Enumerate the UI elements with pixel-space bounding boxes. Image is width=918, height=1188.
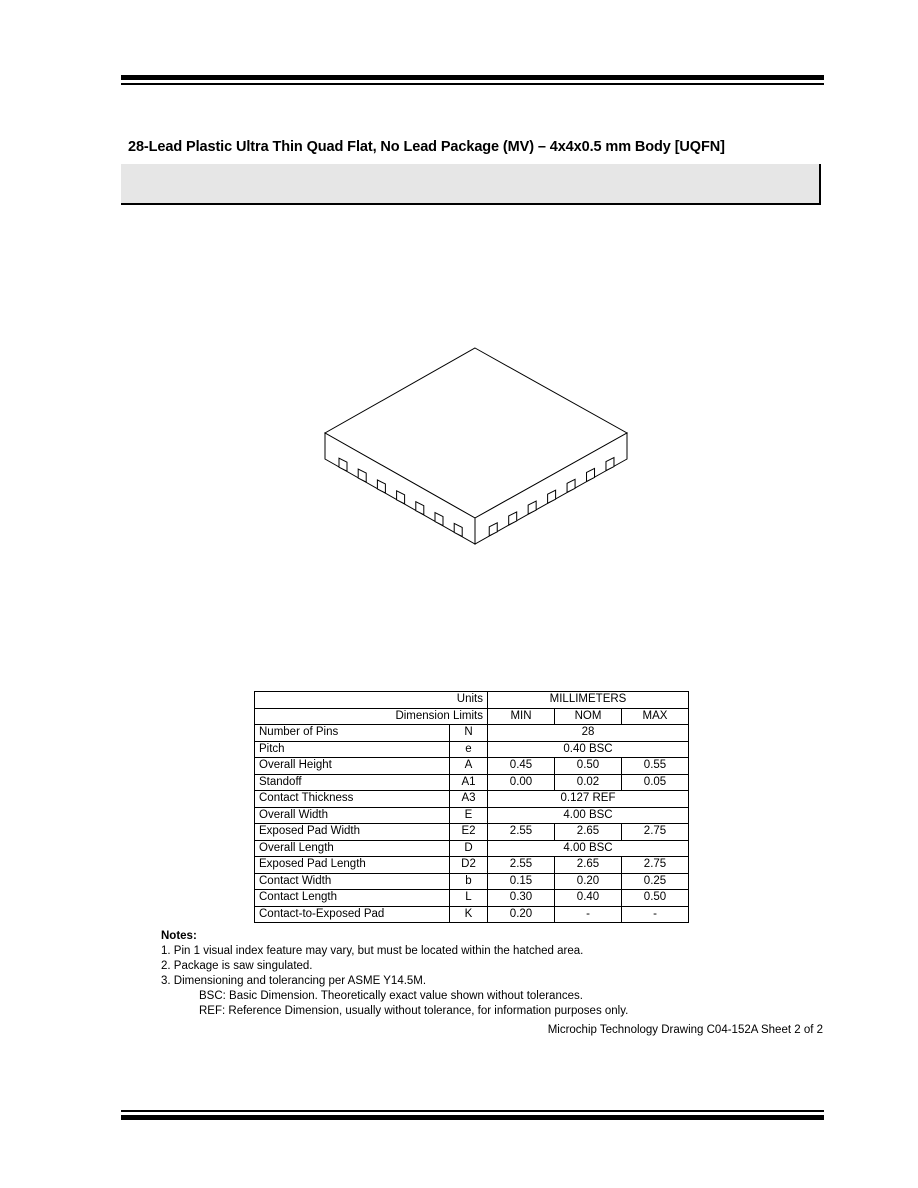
units-label: Units bbox=[255, 692, 488, 709]
drawing-reference: Microchip Technology Drawing C04-152A Sheet 2 of 2 bbox=[547, 1024, 823, 1036]
row-symbol: K bbox=[450, 906, 488, 923]
row-nom: 0.40 bbox=[555, 890, 622, 907]
table-row bbox=[255, 873, 689, 890]
package-top-face bbox=[325, 348, 627, 518]
row-max: - bbox=[622, 906, 689, 923]
notes-heading: Notes: bbox=[161, 930, 197, 942]
row-symbol: N bbox=[450, 725, 488, 742]
row-label: Contact Length bbox=[255, 890, 450, 907]
row-nom: 0.02 bbox=[555, 774, 622, 791]
row-min: 0.20 bbox=[488, 906, 555, 923]
row-value: 0.40 BSC bbox=[488, 741, 689, 758]
notes-block bbox=[161, 929, 628, 1019]
note-bsc: BSC: Basic Dimension. Theoretically exact value shown without tolerances. bbox=[199, 990, 583, 1002]
row-label: Exposed Pad Width bbox=[255, 824, 450, 841]
row-label: Overall Height bbox=[255, 758, 450, 775]
note-1: 1. Pin 1 visual index feature may vary, but must be located within the hatched area. bbox=[161, 945, 584, 957]
table-row bbox=[255, 857, 689, 874]
row-max: 0.55 bbox=[622, 758, 689, 775]
row-symbol: A bbox=[450, 758, 488, 775]
row-nom: - bbox=[555, 906, 622, 923]
row-min: 2.55 bbox=[488, 857, 555, 874]
table-row bbox=[255, 774, 689, 791]
row-label: Contact Width bbox=[255, 873, 450, 890]
row-label: Contact Thickness bbox=[255, 791, 450, 808]
table-header-limits bbox=[255, 708, 689, 725]
table-row bbox=[255, 906, 689, 923]
table-row bbox=[255, 840, 689, 857]
row-label: Pitch bbox=[255, 741, 450, 758]
col-max: MAX bbox=[622, 708, 689, 725]
package-illustration bbox=[318, 340, 638, 550]
row-max: 0.50 bbox=[622, 890, 689, 907]
row-max: 2.75 bbox=[622, 857, 689, 874]
row-max: 0.05 bbox=[622, 774, 689, 791]
row-symbol: A1 bbox=[450, 774, 488, 791]
row-label: Contact-to-Exposed Pad bbox=[255, 906, 450, 923]
bottom-rule-thick bbox=[121, 1115, 824, 1120]
note-2: 2. Package is saw singulated. bbox=[161, 960, 313, 972]
row-symbol: b bbox=[450, 873, 488, 890]
row-label: Exposed Pad Length bbox=[255, 857, 450, 874]
row-nom: 2.65 bbox=[555, 857, 622, 874]
row-value: 0.127 REF bbox=[488, 791, 689, 808]
table-row bbox=[255, 725, 689, 742]
row-nom: 0.20 bbox=[555, 873, 622, 890]
row-min: 0.00 bbox=[488, 774, 555, 791]
row-max: 2.75 bbox=[622, 824, 689, 841]
row-label: Overall Width bbox=[255, 807, 450, 824]
row-label: Standoff bbox=[255, 774, 450, 791]
col-min: MIN bbox=[488, 708, 555, 725]
limits-label: Dimension Limits bbox=[255, 708, 488, 725]
row-symbol: D bbox=[450, 840, 488, 857]
table-row bbox=[255, 807, 689, 824]
row-min: 0.15 bbox=[488, 873, 555, 890]
row-symbol: E2 bbox=[450, 824, 488, 841]
row-label: Overall Length bbox=[255, 840, 450, 857]
row-symbol: E bbox=[450, 807, 488, 824]
table-row bbox=[255, 791, 689, 808]
row-symbol: e bbox=[450, 741, 488, 758]
table-row bbox=[255, 824, 689, 841]
table-row bbox=[255, 741, 689, 758]
row-symbol: L bbox=[450, 890, 488, 907]
page-title: 28-Lead Plastic Ultra Thin Quad Flat, No Lead Package (MV) – 4x4x0.5 mm Body [UQFN] bbox=[128, 139, 725, 155]
dimension-table bbox=[254, 691, 689, 923]
row-min: 0.45 bbox=[488, 758, 555, 775]
top-rule-thin bbox=[121, 83, 824, 85]
row-value: 4.00 BSC bbox=[488, 807, 689, 824]
bottom-rule-thin bbox=[121, 1110, 824, 1112]
table-row bbox=[255, 758, 689, 775]
col-nom: NOM bbox=[555, 708, 622, 725]
row-nom: 2.65 bbox=[555, 824, 622, 841]
row-min: 0.30 bbox=[488, 890, 555, 907]
note-3: 3. Dimensioning and tolerancing per ASME Y14.5M. bbox=[161, 975, 427, 987]
row-label: Number of Pins bbox=[255, 725, 450, 742]
row-max: 0.25 bbox=[622, 873, 689, 890]
top-rule-thick bbox=[121, 75, 824, 80]
note-ref: REF: Reference Dimension, usually without tolerance, for information purposes only. bbox=[199, 1005, 629, 1017]
row-min: 2.55 bbox=[488, 824, 555, 841]
row-symbol: D2 bbox=[450, 857, 488, 874]
row-value: 4.00 BSC bbox=[488, 840, 689, 857]
units-value: MILLIMETERS bbox=[488, 692, 689, 709]
row-symbol: A3 bbox=[450, 791, 488, 808]
table-header-units bbox=[255, 692, 689, 709]
row-nom: 0.50 bbox=[555, 758, 622, 775]
table-row bbox=[255, 890, 689, 907]
title-banner bbox=[121, 164, 821, 205]
row-value: 28 bbox=[488, 725, 689, 742]
